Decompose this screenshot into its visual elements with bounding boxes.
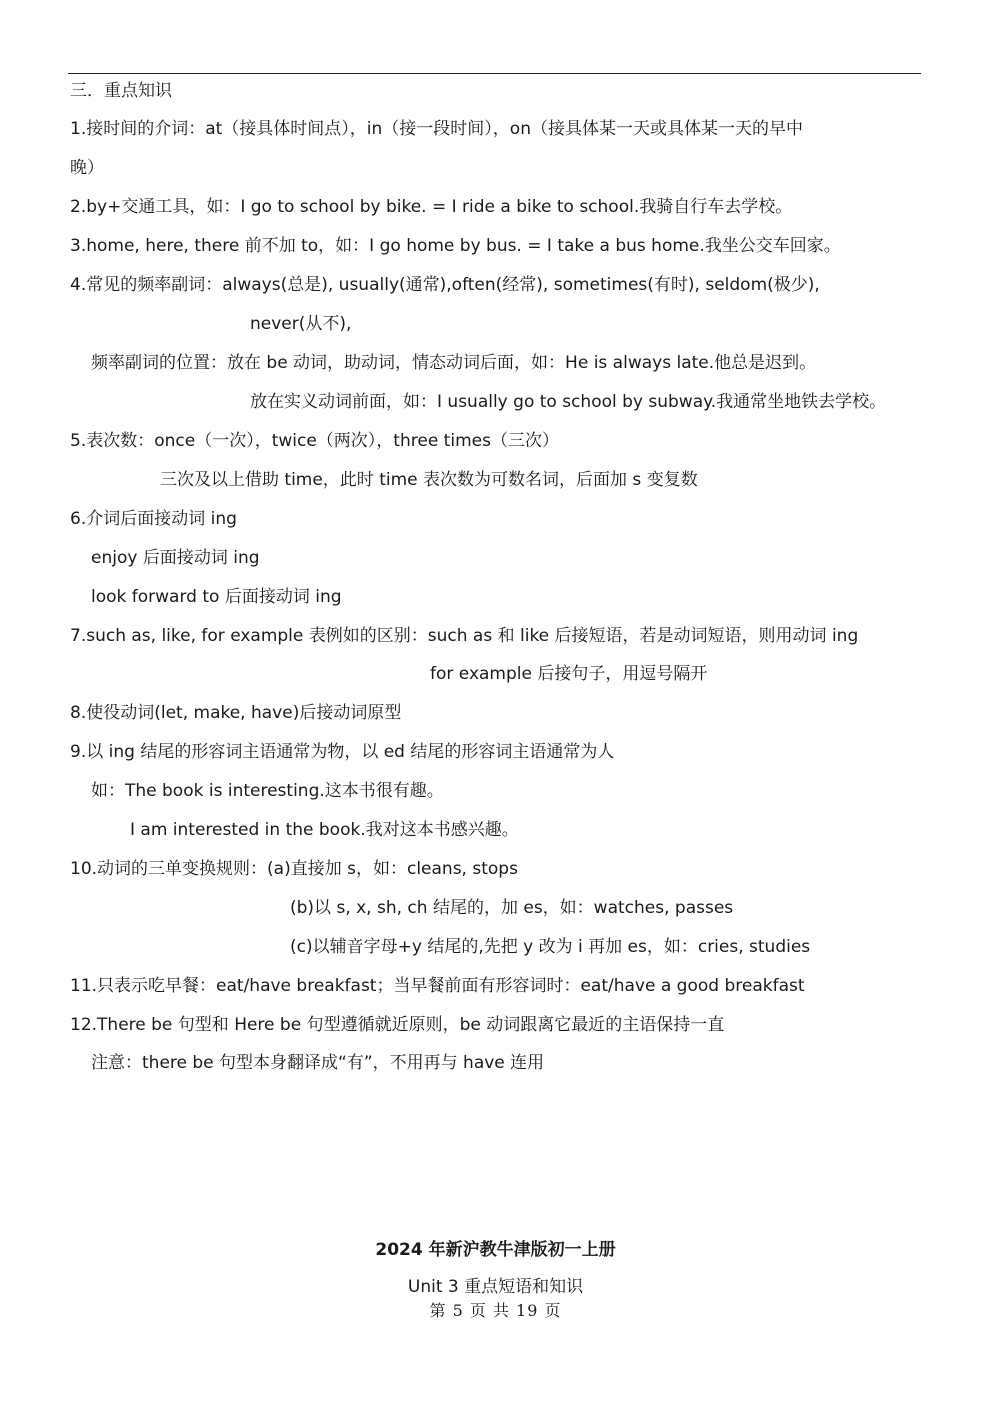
item-9-line-3: I am interested in the book.我对这本书感兴趣。	[130, 820, 519, 840]
item-4-line-1: 4.常见的频率副词：always(总是), usually(通常),often(经常), sometimes(有时), seldom(极少),	[70, 275, 820, 295]
item-6-line-3: look forward to 后面接动词 ing	[91, 587, 342, 607]
item-12-line-1: 12.There be 句型和 Here be 句型遵循就近原则，be 动词跟离它最近的主语保持一直	[70, 1015, 725, 1035]
item-3: 3.home, here, there 前不加 to，如：I go home by bus. = I take a bus home.我坐公交车回家。	[70, 236, 841, 256]
item-7-line-1: 7.such as, like, for example 表例如的区别：such as 和 like 后接短语，若是动词短语，则用动词 ing	[70, 626, 859, 646]
header-rule	[68, 73, 921, 74]
section-title: 三．重点知识	[70, 81, 172, 101]
item-1-line-1: 1.接时间的介词：at（接具体时间点），in（接一段时间），on（接具体某一天或具体某一天的早中	[70, 119, 803, 139]
item-9-line-2: 如：The book is interesting.这本书很有趣。	[91, 781, 444, 801]
item-10-line-3: (c)以辅音字母+y 结尾的,先把 y 改为 i 再加 es，如：cries, studies	[290, 937, 811, 957]
footer-subtitle: Unit 3 重点短语和知识	[407, 1277, 584, 1297]
item-10-line-2: (b)以 s, x, sh, ch 结尾的，加 es，如：watches, passes	[290, 898, 734, 918]
item-5-line-2: 三次及以上借助 time，此时 time 表次数为可数名词，后面加 s 变复数	[160, 470, 698, 490]
item-6-line-2: enjoy 后面接动词 ing	[91, 548, 260, 568]
item-4-line-4: 放在实义动词前面，如：I usually go to school by subway.我通常坐地铁去学校。	[250, 392, 887, 412]
item-12-line-2: 注意：there be 句型本身翻译成“有”，不用再与 have 连用	[91, 1053, 545, 1073]
item-6-line-1: 6.介词后面接动词 ing	[70, 509, 237, 529]
item-7-line-2: for example 后接句子，用逗号隔开	[430, 664, 708, 684]
footer-page-number: 第 5 页 共 19 页	[429, 1301, 562, 1320]
item-4-line-3: 频率副词的位置：放在 be 动词，助动词，情态动词后面，如：He is always late.他总是迟到。	[91, 353, 817, 373]
item-2: 2.by+交通工具，如：I go to school by bike. = I ride a bike to school.我骑自行车去学校。	[70, 197, 793, 217]
item-5-line-1: 5.表次数：once（一次），twice（两次），three times（三次）	[70, 431, 559, 451]
item-8: 8.使役动词(let, make, have)后接动词原型	[70, 703, 402, 723]
item-10-line-1: 10.动词的三单变换规则：(a)直接加 s，如：cleans, stops	[70, 859, 518, 879]
item-4-line-2: never(从不),	[250, 314, 352, 334]
footer-title: 2024 年新沪教牛津版初一上册	[375, 1240, 616, 1260]
item-11: 11.只表示吃早餐：eat/have breakfast；当早餐前面有形容词时：eat/have a good breakfast	[70, 976, 805, 996]
item-1-line-2: 晚）	[70, 158, 104, 178]
item-9-line-1: 9.以 ing 结尾的形容词主语通常为物，以 ed 结尾的形容词主语通常为人	[70, 742, 615, 762]
